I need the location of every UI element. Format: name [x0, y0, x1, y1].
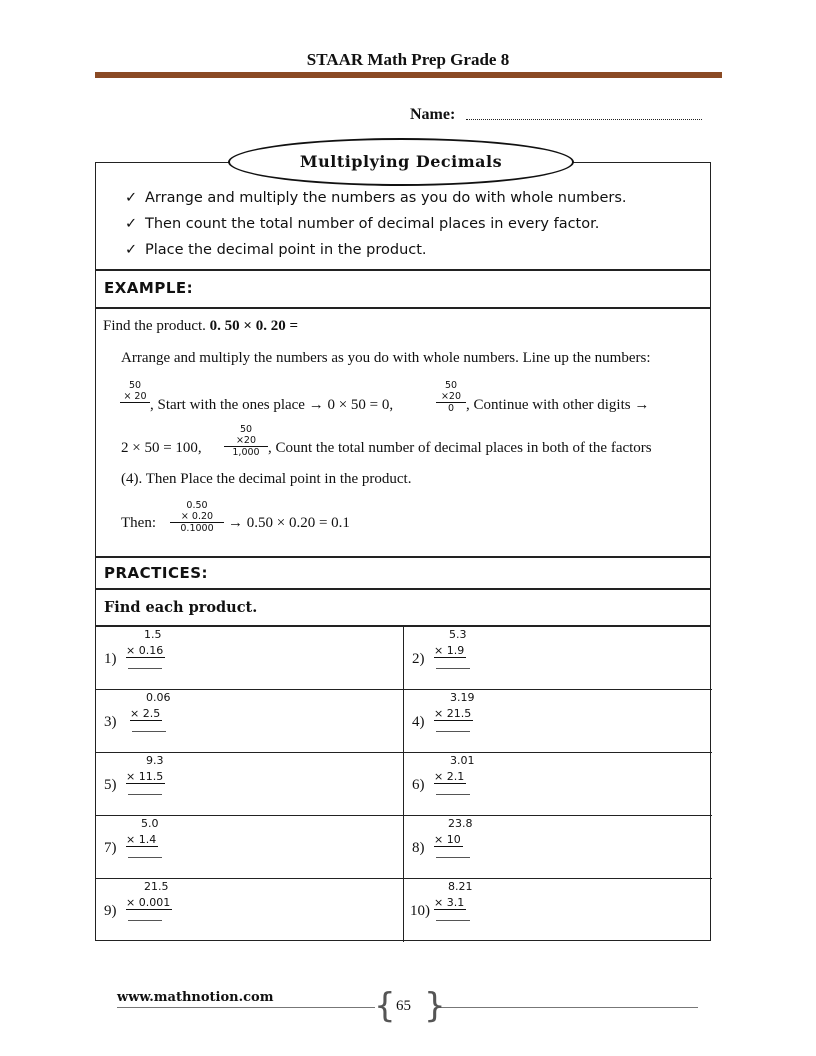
problem-number: 2)	[412, 651, 425, 667]
problem-top: 8.21	[448, 880, 473, 893]
rule-item: ✓ Then count the total number of decimal places in every factor.	[125, 216, 600, 232]
problem-bottom: × 21.5	[434, 707, 472, 720]
example-line-3b: , Count the total number of decimal places in both of the factors	[268, 440, 652, 456]
problem-cell	[404, 627, 712, 690]
answer-line[interactable]	[128, 794, 162, 795]
problem-bottom: × 10	[434, 833, 461, 846]
page-number: 65	[396, 998, 411, 1014]
problem-top: 1.5	[144, 628, 162, 641]
then-label: Then:	[121, 515, 156, 531]
answer-line[interactable]	[436, 920, 470, 921]
problem-top: 3.19	[450, 691, 475, 704]
checkmark-icon: ✓	[125, 216, 138, 232]
page-header-title: STAAR Math Prep Grade 8	[306, 50, 510, 69]
example-stack-3: 50 ×20 1,000	[224, 424, 268, 458]
problem-top: 5.0	[141, 817, 159, 830]
topic-title: Multiplying Decimals	[228, 138, 574, 186]
problem-top: 21.5	[144, 880, 169, 893]
then-result: → 0.50 × 0.20 = 0.1	[228, 515, 350, 531]
problem-number: 9)	[104, 903, 117, 919]
footer-url[interactable]: www.mathnotion.com	[117, 990, 274, 1005]
problem-cell	[96, 627, 404, 690]
answer-line[interactable]	[436, 857, 470, 858]
rule-item: ✓ Arrange and multiply the numbers as you do with whole numbers.	[125, 190, 627, 206]
example-line-4: (4). Then Place the decimal point in the product.	[121, 471, 412, 487]
practices-instruction-row	[95, 589, 711, 626]
problem-number: 6)	[412, 777, 425, 793]
problem-cell	[96, 753, 404, 816]
footer-divider-left	[117, 1007, 375, 1008]
example-stack-2: 50 ×20 0	[436, 380, 466, 414]
example-line-2a: , Start with the ones place → 0 × 50 = 0,	[150, 397, 394, 413]
checkmark-icon: ✓	[125, 242, 138, 258]
practices-instruction: Find each product.	[104, 599, 258, 616]
example-prompt: Find the product. 0. 50 × 0. 20 =	[103, 318, 299, 334]
problem-bottom: × 1.9	[434, 644, 465, 657]
practices-label: PRACTICES:	[104, 564, 209, 582]
example-line-3a: 2 × 50 = 100,	[121, 440, 202, 456]
problem-number: 5)	[104, 777, 117, 793]
example-line-1: Arrange and multiply the numbers as you do with whole numbers. Line up the numbers:	[121, 350, 651, 366]
problem-bottom: × 1.4	[126, 833, 157, 846]
example-line-2b: , Continue with other digits →	[466, 397, 650, 413]
rules-list	[125, 190, 627, 268]
problem-number: 4)	[412, 714, 425, 730]
problem-cell	[96, 690, 404, 753]
problem-bottom: × 0.001	[126, 896, 171, 909]
problem-cell	[404, 879, 712, 942]
answer-line[interactable]	[436, 668, 470, 669]
problem-top: 5.3	[449, 628, 467, 641]
problem-number: 1)	[104, 651, 117, 667]
problem-number: 3)	[104, 714, 117, 730]
example-header	[95, 270, 711, 308]
problem-cell	[96, 879, 404, 942]
left-brace-icon: {	[374, 986, 396, 1026]
checkmark-icon: ✓	[125, 190, 138, 206]
header-rule	[95, 72, 722, 78]
problem-bottom: × 2.5	[130, 707, 161, 720]
example-stack-1: 50 × 20	[120, 380, 150, 403]
footer-divider-right	[438, 1007, 698, 1008]
problem-top: 23.8	[448, 817, 473, 830]
problem-bottom: × 0.16	[126, 644, 164, 657]
problem-top: 9.3	[146, 754, 164, 767]
answer-line[interactable]	[436, 731, 470, 732]
rule-item: ✓ Place the decimal point in the product.	[125, 242, 427, 258]
answer-line[interactable]	[128, 920, 162, 921]
practice-grid	[95, 626, 711, 941]
example-label: EXAMPLE:	[104, 279, 194, 297]
answer-line[interactable]	[128, 668, 162, 669]
problem-bottom: × 11.5	[126, 770, 164, 783]
problem-cell	[96, 816, 404, 879]
problem-top: 3.01	[450, 754, 475, 767]
answer-line[interactable]	[128, 857, 162, 858]
example-stack-4: 0.50 × 0.20 0.1000	[170, 500, 224, 534]
problem-number: 8)	[412, 840, 425, 856]
problem-bottom: × 3.1	[434, 896, 465, 909]
problem-cell	[404, 753, 712, 816]
problem-top: 0.06	[146, 691, 171, 704]
answer-line[interactable]	[436, 794, 470, 795]
practices-header	[95, 557, 711, 589]
problem-number: 7)	[104, 840, 117, 856]
name-field-line[interactable]	[466, 110, 702, 120]
right-brace-icon: }	[424, 986, 446, 1026]
problem-cell	[404, 816, 712, 879]
problem-cell	[404, 690, 712, 753]
problem-number: 10)	[410, 903, 430, 919]
answer-line[interactable]	[132, 731, 166, 732]
problem-bottom: × 2.1	[434, 770, 465, 783]
name-label: Name:	[410, 106, 456, 123]
